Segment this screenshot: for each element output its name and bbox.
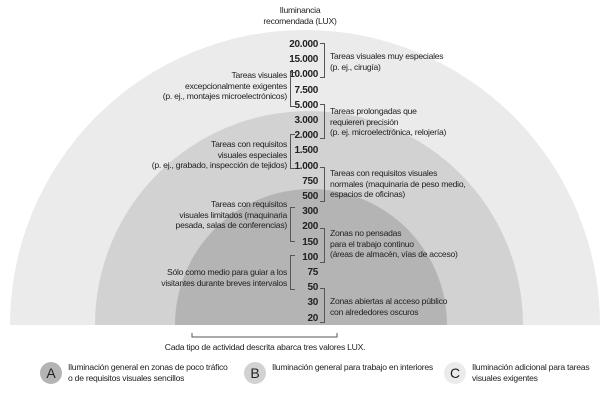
legend-b: B Iluminación general para trabajo en interiores (244, 362, 433, 384)
lux-value: 2.000 (294, 130, 318, 142)
lux-value: 1.500 (294, 145, 318, 157)
lux-value: 150 (302, 236, 318, 248)
label-guide: Sólo como medio para guiar a los visitantes durante breves intervalos (161, 267, 287, 288)
legend-c-badge: C (444, 362, 466, 384)
lux-value: 300 (302, 206, 318, 218)
lux-value: 20.000 (289, 39, 318, 50)
lux-value: 100 (302, 251, 318, 263)
lux-value: 1.000 (294, 160, 318, 172)
caption-bracket (192, 333, 337, 337)
legend-c: C Iluminación adicional para tareas visuales exigentes (444, 362, 589, 384)
lux-value: 200 (302, 221, 318, 233)
label-public: Zonas abiertas al acceso público con alrededores oscuros (330, 296, 448, 317)
legend-a-badge: A (40, 362, 62, 384)
lux-value: 5.000 (294, 99, 318, 111)
lux-value: 750 (302, 175, 318, 187)
bracket (320, 228, 325, 263)
bracket (290, 134, 295, 169)
bracket (320, 104, 325, 139)
lux-value: 30 (307, 297, 318, 309)
label-very-special: Tareas visuales muy especiales (p. ej., cirugía) (330, 51, 444, 72)
label-prolonged: Tareas prolongadas que requieren precisión (p. ej. microelectrónica, relojería) (330, 106, 447, 137)
lux-value: 3.000 (294, 115, 318, 126)
bracket (320, 167, 325, 202)
bracket (320, 288, 325, 323)
lux-value: 75 (307, 267, 318, 278)
legend-a: A Iluminación general en zonas de poco tráfico o de requisitos visuales sencillos (40, 362, 228, 384)
label-limited: Tareas con requisitos visuales limitados (maquinaria pesada, salas de conferencias) (175, 199, 287, 230)
bracket (320, 43, 325, 78)
lux-value: 20 (307, 312, 318, 324)
axis-title-line: recomendada (LUX) (263, 15, 337, 26)
lux-value: 50 (307, 282, 318, 294)
lux-value: 10.000 (289, 69, 318, 81)
bracket (290, 72, 295, 107)
bracket (290, 207, 295, 242)
label-normal: Tareas con requisitos visuales normales (maquinaria de peso medio, espacios de oficinas) (330, 168, 466, 199)
label-not-continuous: Zonas no pensadas para el trabajo continuo (áreas de almacén, vías de acceso) (330, 228, 458, 259)
legend-b-badge: B (244, 362, 266, 384)
lux-value: 500 (302, 191, 318, 202)
bracket (290, 255, 295, 290)
axis-title-line: Iluminancia (279, 5, 321, 15)
label-exceptional: Tareas visuales excepcionalmente exigentes (p. ej., montajes microelectrónicos) (162, 70, 287, 101)
label-special: Tareas con requisitos visuales especiales (p. ej., grabado, inspección de tejidos) (151, 139, 287, 170)
axis-title (240, 5, 360, 26)
lux-value: 7.500 (294, 84, 318, 96)
lux-value: 15.000 (289, 54, 318, 66)
caption: Cada tipo de actividad descrita abarca tres valores LUX. (164, 342, 366, 352)
